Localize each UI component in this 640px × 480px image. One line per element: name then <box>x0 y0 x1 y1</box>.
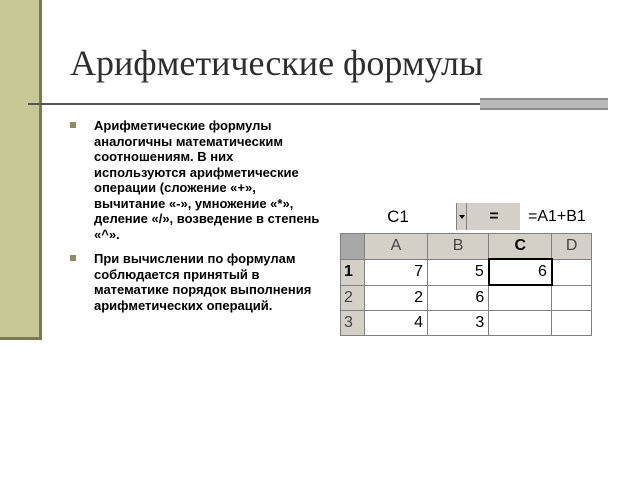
cell-a3[interactable]: 4 <box>364 311 427 336</box>
row-header[interactable]: 2 <box>341 285 365 311</box>
cell-c3[interactable] <box>489 311 552 336</box>
name-box[interactable]: C1 <box>340 203 456 230</box>
name-box-dropdown-icon[interactable] <box>456 203 467 230</box>
cell-c1[interactable]: 6 <box>489 259 552 285</box>
bullet-list <box>70 118 320 322</box>
table-row <box>341 311 592 336</box>
title-underline <box>28 103 480 105</box>
formula-bar <box>340 203 592 230</box>
cell-b2[interactable]: 6 <box>428 285 489 311</box>
table-row <box>341 259 592 285</box>
column-header-d[interactable]: D <box>552 234 592 260</box>
bullet-text: Арифметические формулы аналогичны математическим соотношениям. В них используются арифметические операции (сложение «+», вычитание «-», умножение «*», деление «/», возведение в степень «^». <box>94 118 320 242</box>
bullet-text: При вычислении по формулам соблюдается принятый в математике порядок выполнения арифметических операций. <box>94 251 312 313</box>
bullet-item <box>70 118 320 242</box>
spreadsheet-screenshot <box>340 203 592 343</box>
cell-a1[interactable]: 7 <box>364 259 427 285</box>
cell-b1[interactable]: 5 <box>428 259 489 285</box>
cell-c2[interactable] <box>489 285 552 311</box>
column-header-b[interactable]: B <box>428 234 489 260</box>
column-header-row <box>341 234 592 260</box>
row-header[interactable]: 1 <box>341 259 365 285</box>
cell-d1[interactable] <box>552 259 592 285</box>
decorative-left-bar <box>0 0 42 340</box>
cell-a2[interactable]: 2 <box>364 285 427 311</box>
column-header-a[interactable]: A <box>364 234 427 260</box>
square-bullet-icon <box>70 122 76 128</box>
title-underline-block <box>480 98 608 110</box>
cell-b3[interactable]: 3 <box>428 311 489 336</box>
cell-d3[interactable] <box>552 311 592 336</box>
slide-title: Арифметические формулы <box>70 43 484 83</box>
table-row <box>341 285 592 311</box>
cell-grid <box>340 233 592 336</box>
row-header[interactable]: 3 <box>341 311 365 336</box>
column-header-c[interactable]: C <box>489 234 552 260</box>
formula-input[interactable]: =A1+B1 <box>520 203 592 230</box>
bullet-item <box>70 251 320 313</box>
select-all-corner[interactable] <box>341 234 365 260</box>
square-bullet-icon <box>70 255 76 261</box>
cell-d2[interactable] <box>552 285 592 311</box>
edit-formula-button[interactable]: = <box>468 203 520 230</box>
